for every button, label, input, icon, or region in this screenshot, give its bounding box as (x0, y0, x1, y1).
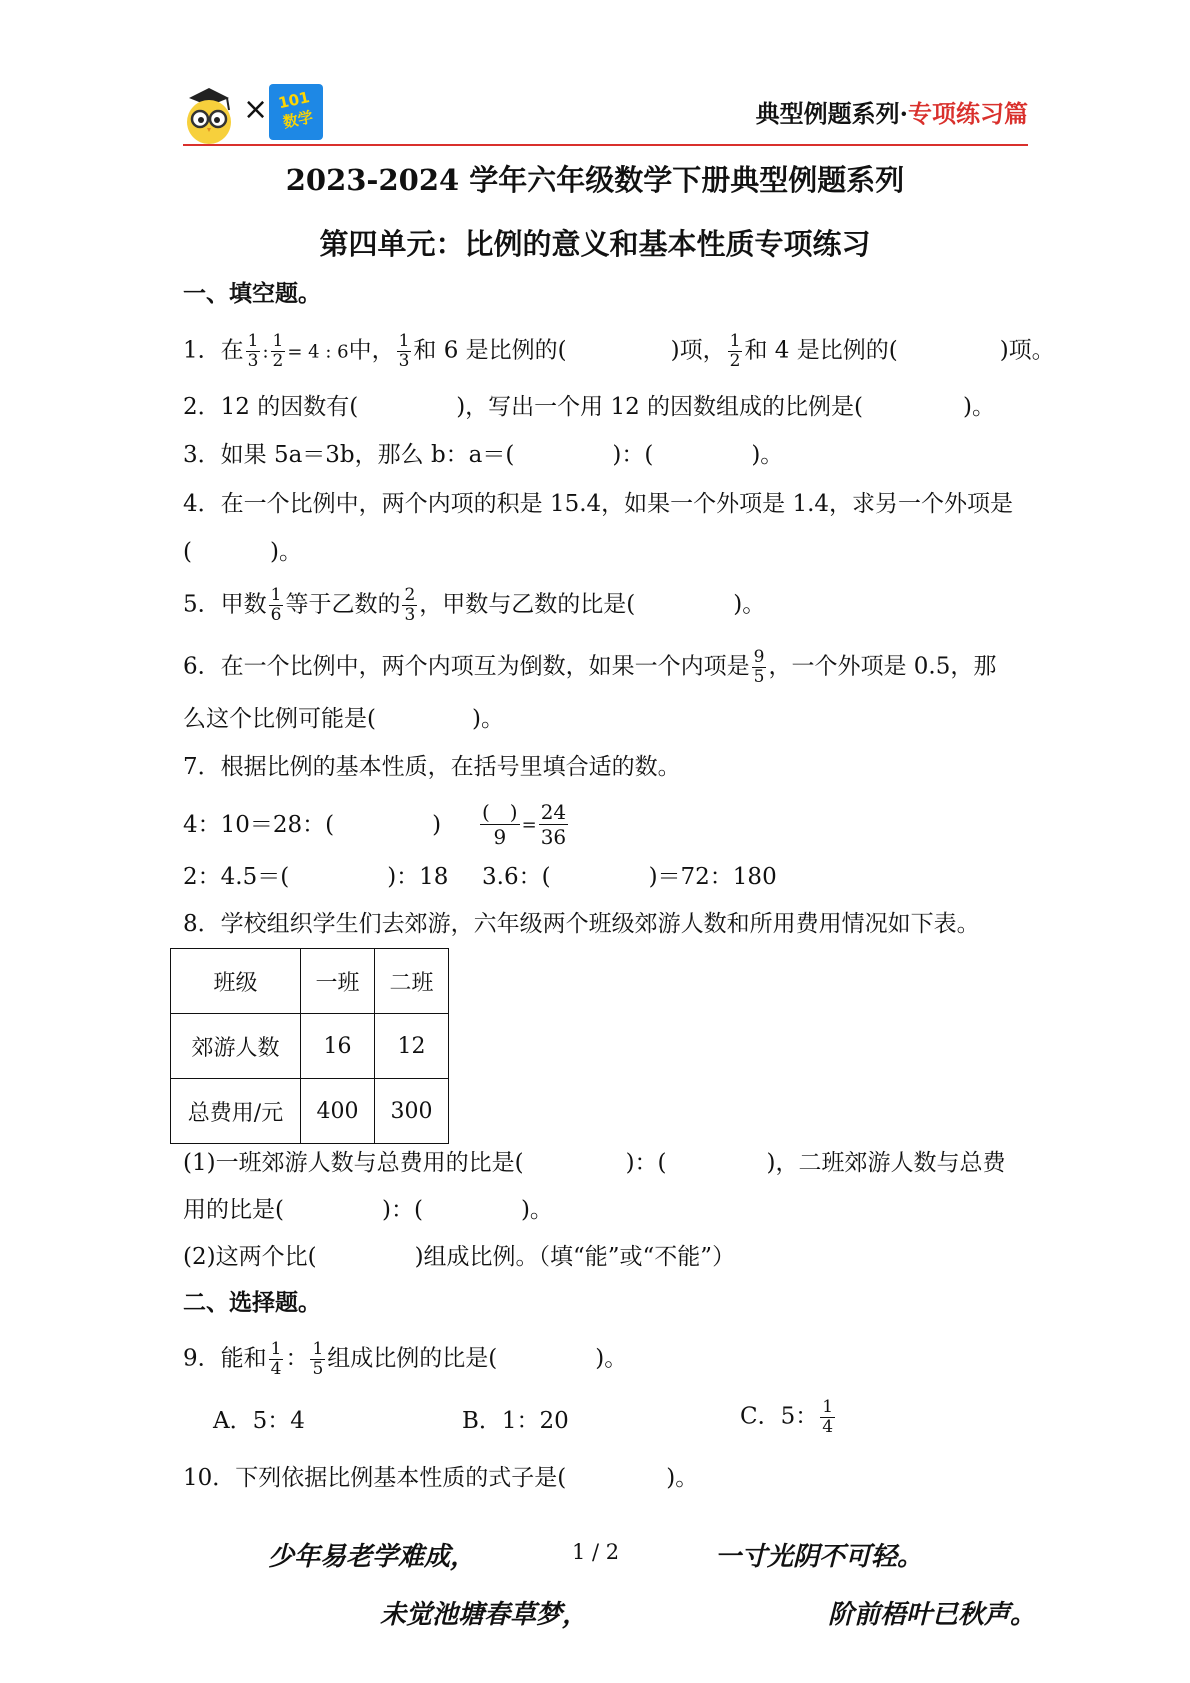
q9-text-c: )。 (595, 1345, 628, 1372)
question-6 (183, 648, 996, 687)
q5-text-c: ，甲数与乙数的比是( (419, 591, 636, 618)
question-6-line2 (183, 702, 504, 736)
q8-p1-f: )。 (520, 1197, 553, 1223)
q8-part-2 (183, 1240, 735, 1274)
q9-option-a[interactable]: A．5：4 (213, 1408, 305, 1434)
q9-colon: ： (285, 1345, 309, 1372)
q7-equation-1 (183, 808, 441, 842)
q7-e1-a: 4：10＝28：( (183, 812, 335, 838)
q1-mid: 中， (348, 337, 395, 364)
q4-text-b: )。 (269, 539, 302, 565)
q9-option-c-text: C．5： (740, 1403, 819, 1430)
table-cell: 400 (301, 1079, 375, 1144)
table-cell: 300 (375, 1079, 449, 1144)
q5-text-d: )。 (733, 591, 766, 618)
q9-fraction-2: $\frac{1}{5}$ (312, 1339, 324, 1379)
q1-text-a: 1．在 (183, 337, 244, 364)
owl-mascot-icon (183, 86, 235, 144)
title-line2: 第四单元：比例的意义和基本性质专项练习 (319, 227, 871, 261)
section-choice: 二、选择题。 (183, 1289, 321, 1316)
question-8 (183, 907, 980, 941)
q9-option-c[interactable] (740, 1398, 837, 1437)
table-row (171, 1079, 449, 1144)
table-row (171, 1014, 449, 1079)
q6-fraction: $\frac{9}{5}$ (753, 647, 765, 687)
q4-text-a: ( (183, 539, 192, 565)
q1-text-c: )项， (670, 337, 726, 364)
q8-p1-a: (1)一班郊游人数与总费用的比是( (183, 1150, 524, 1176)
q1-fraction-1: $\frac{1}{3}$ (247, 331, 259, 371)
q7-e2-fraction-1: $\frac{( )}{9}$ (482, 800, 518, 849)
q6-text-c: 么这个比例可能是( (183, 706, 376, 732)
question-2 (183, 390, 995, 424)
question-9 (183, 1340, 627, 1379)
q5-fraction-1: $\frac{1}{6}$ (270, 585, 282, 625)
q9-option-c-fraction: $\frac{1}{4}$ (822, 1397, 834, 1437)
page-number: 1 / 2 (572, 1540, 620, 1564)
q3-text-b: )：( (612, 442, 654, 468)
header-series (756, 94, 1028, 129)
question-1 (183, 332, 1055, 371)
table-cell: 总费用/元 (171, 1079, 301, 1144)
q1-text-d: 和 4 是比例的( (744, 337, 898, 364)
q2-text-a: 2．12 的因数有( (183, 394, 359, 420)
table-header-cell: 一班 (301, 949, 375, 1014)
q7-e3-a: 2：4.5＝( (183, 864, 290, 890)
q1-text-b: 和 6 是比例的( (413, 337, 567, 364)
q4-line-1: 4．在一个比例中，两个内项的积是 15.4，如果一个外项是 1.4，求另一个外项是 (183, 491, 1014, 517)
question-4 (183, 487, 1013, 521)
q7-e2-eq: = (521, 814, 537, 836)
q9-option-b[interactable]: B．1：20 (462, 1408, 569, 1434)
footer-poem-4: 阶前梧叶已秋声。 (828, 1600, 1037, 1630)
q1-eq: = 4 : 6 (287, 341, 349, 363)
q8-table (170, 948, 449, 1144)
q7-equation-2 (478, 800, 570, 849)
q8-part-1 (183, 1146, 1006, 1180)
q9-text-b: 组成比例的比是( (327, 1345, 498, 1372)
q7-equation-3 (183, 860, 448, 894)
q3-text-c: )。 (751, 442, 784, 468)
question-5 (183, 586, 765, 625)
header-rule (183, 144, 1028, 146)
q7-e3-b: )：18 (387, 864, 449, 890)
question-10 (183, 1461, 698, 1495)
q7-text: 7．根据比例的基本性质，在括号里填合适的数。 (183, 754, 681, 780)
q8-p2-b: )组成比例。（填“能”或“不能”） (414, 1244, 736, 1270)
q6-text-b: ，一个外项是 0.5，那 (768, 653, 997, 680)
q1-fraction-4: $\frac{1}{2}$ (729, 331, 741, 371)
question-4-line2 (183, 535, 302, 569)
special-label: 专项练习篇 (908, 99, 1028, 128)
table-cell: 12 (375, 1014, 449, 1079)
q10-text-b: )。 (666, 1465, 699, 1491)
q3-text-a: 3．如果 5a＝3b，那么 b：a＝( (183, 442, 515, 468)
q8-p1-e: )：( (381, 1197, 423, 1223)
q8-p1-c: )，二班郊游人数与总费 (766, 1150, 1006, 1176)
q8-p1-d: 用的比是( (183, 1197, 284, 1223)
q7-e4-b: )＝72：180 (648, 864, 777, 890)
q8-part-1-line2 (183, 1193, 553, 1227)
q8-p2-a: (2)这两个比( (183, 1244, 317, 1270)
q5-fraction-2: $\frac{2}{3}$ (404, 585, 416, 625)
section-fill-blank: 一、填空题。 (183, 280, 321, 307)
title-line1: 2023-2024 学年六年级数学下册典型例题系列 (285, 163, 905, 197)
table-header-cell: 二班 (375, 949, 449, 1014)
q10-text-a: 10．下列依据比例基本性质的式子是( (183, 1465, 567, 1491)
q8-p1-b: )：( (625, 1150, 667, 1176)
q9-text-a: 9．能和 (183, 1345, 267, 1372)
logo-text: 101 数学 (276, 88, 315, 132)
q1-fraction-3: $\frac{1}{3}$ (398, 331, 410, 371)
table-cell: 郊游人数 (171, 1014, 301, 1079)
footer-poem-2: 一寸光阴不可轻。 (715, 1542, 924, 1572)
table-cell: 16 (301, 1014, 375, 1079)
header (183, 82, 1028, 146)
footer-poem-3: 未觉池塘春草梦， (380, 1600, 589, 1630)
q1-text-e: )项。 (999, 337, 1055, 364)
q6-text-a: 6．在一个比例中，两个内项互为倒数，如果一个内项是 (183, 653, 750, 680)
q7-e1-b: ) (432, 812, 442, 838)
question-3 (183, 438, 783, 472)
q1-colon: : (262, 341, 269, 363)
q7-e2-fraction-2: $\frac{24}{36}$ (540, 800, 567, 849)
q1-fraction-2: $\frac{1}{2}$ (272, 331, 284, 371)
q2-text-c: )。 (963, 394, 996, 420)
q7-equation-4 (482, 860, 777, 894)
series-dot: · (899, 99, 908, 128)
series-label: 典型例题系列 (755, 99, 900, 128)
q5-text-a: 5．甲数 (183, 591, 267, 618)
times-sign: × (243, 92, 269, 127)
table-row (171, 949, 449, 1014)
q6-text-d: )。 (471, 706, 504, 732)
footer-poem-1: 少年易老学难成， (268, 1542, 477, 1572)
q5-text-b: 等于乙数的 (285, 591, 401, 618)
q2-text-b: )，写出一个用 12 的因数组成的比例是( (456, 394, 864, 420)
q9-fraction-1: $\frac{1}{4}$ (270, 1339, 282, 1379)
question-7 (183, 750, 681, 784)
q8-text: 8．学校组织学生们去郊游，六年级两个班级郊游人数和所用费用情况如下表。 (183, 911, 980, 937)
q7-e4-a: 3.6：( (482, 864, 551, 890)
table-header-cell: 班级 (171, 949, 301, 1014)
